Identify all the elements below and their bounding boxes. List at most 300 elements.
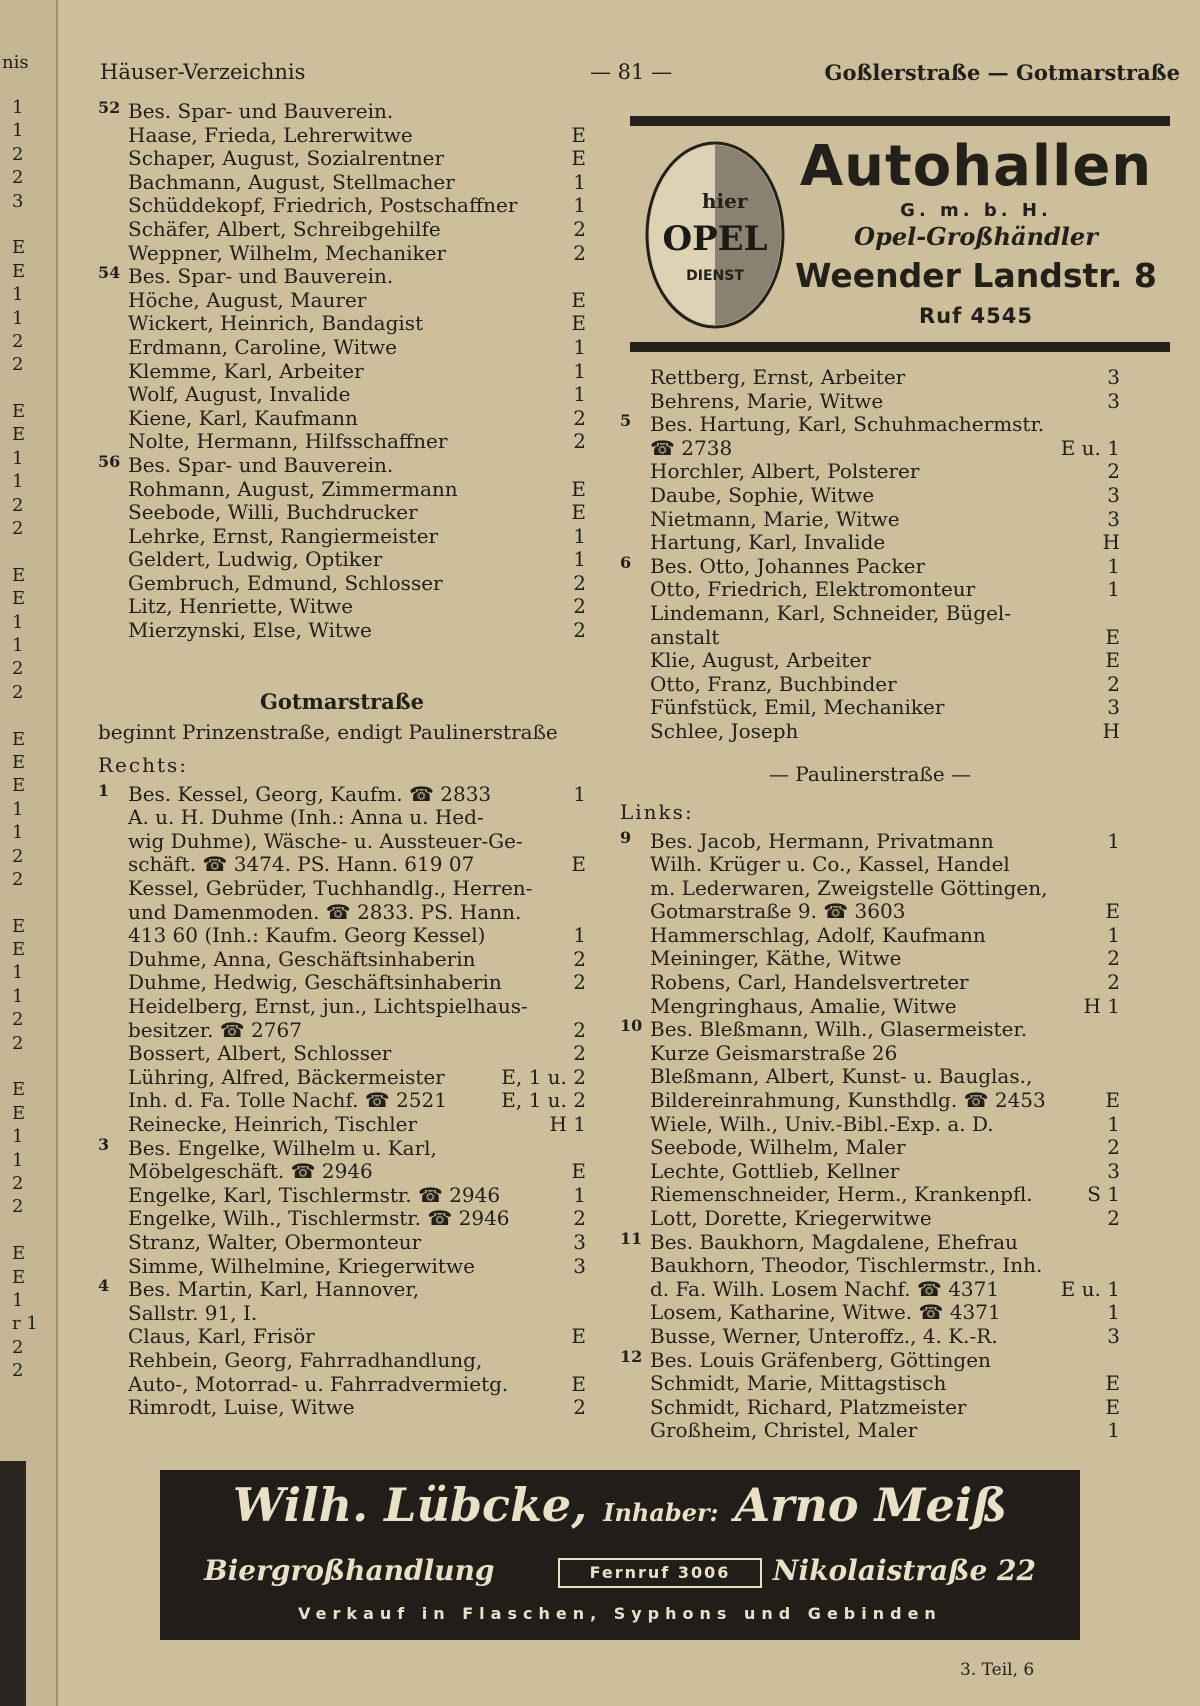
ad-company-name: [160, 1478, 1080, 1532]
resident-text: Gotmarstraße 9. ☎ 3603: [650, 899, 906, 924]
directory-entry: [620, 696, 1120, 720]
directory-entry: [98, 124, 586, 148]
floor-marker: E u. 1: [1060, 435, 1120, 460]
resident-text: Mierzynski, Else, Witwe: [128, 618, 372, 643]
margin-floor-marker: 1: [12, 1126, 24, 1148]
resident-text: Bes. Louis Gräfenberg, Göttingen: [650, 1347, 991, 1372]
left-column: [98, 100, 586, 1420]
margin-floor-marker: E: [12, 401, 26, 423]
floor-marker: 2: [573, 1017, 586, 1042]
resident-text: Horchler, Albert, Polsterer: [650, 459, 920, 484]
floor-marker: 1: [573, 193, 586, 218]
directory-entry: [98, 1325, 586, 1349]
directory-entry: [98, 877, 586, 901]
margin-floor-marker: [12, 1219, 38, 1242]
directory-entry: [98, 1231, 586, 1255]
floor-marker: E: [571, 476, 586, 501]
resident-text: Hartung, Karl, Invalide: [650, 530, 886, 555]
margin-floor-marker: 2: [12, 868, 24, 890]
resident-text: Duhme, Hedwig, Geschäftsinhaberin: [128, 970, 502, 995]
margin-floor-marker: E: [12, 260, 26, 282]
floor-marker: E: [1105, 1088, 1120, 1113]
directory-entry: [620, 924, 1120, 948]
resident-text: m. Lederwaren, Zweigstelle Göttingen,: [650, 875, 1048, 900]
ad-trade: Opel-Großhändler: [854, 222, 1098, 251]
floor-marker: 1: [1107, 1418, 1120, 1443]
directory-entry: [620, 1419, 1120, 1443]
margin-floor-marker: 1: [12, 634, 24, 656]
directory-entry: [98, 1302, 586, 1326]
directory-entry: [98, 336, 586, 360]
directory-entry: [98, 619, 586, 643]
resident-text: Lühring, Alfred, Bäckermeister: [128, 1064, 445, 1089]
directory-entry: [620, 1254, 1120, 1278]
resident-text: Wilh. Krüger u. Co., Kassel, Handel: [650, 852, 1010, 877]
resident-text: Bes. Otto, Johannes Packer: [650, 553, 926, 578]
resident-text: Schmidt, Marie, Mittagstisch: [650, 1371, 947, 1396]
resident-text: Schmidt, Richard, Platzmeister: [650, 1394, 967, 1419]
entries-gotmarstrasse-left: [620, 827, 1120, 1443]
resident-text: Hammerschlag, Adolf, Kaufmann: [650, 922, 986, 947]
resident-text: Bes. Spar- und Bauverein.: [128, 452, 394, 477]
resident-text: Duhme, Anna, Geschäftsinhaberin: [128, 946, 476, 971]
resident-text: anstalt: [650, 624, 720, 649]
directory-entry: [98, 1278, 586, 1302]
ad-address: Weender Landstr. 8: [795, 256, 1157, 295]
margin-floor-marker: [12, 891, 38, 914]
margin-floor-marker: 1: [12, 120, 24, 142]
house-number: 52: [98, 98, 121, 117]
resident-text: A. u. H. Duhme (Inh.: Anna u. Hed-: [128, 805, 484, 830]
margin-floor-marker: E: [12, 1266, 26, 1288]
floor-marker: 1: [573, 169, 586, 194]
floor-marker: 3: [573, 1253, 586, 1278]
floor-marker: E: [571, 1324, 586, 1349]
resident-text: wig Duhme), Wäsche- u. Aussteuer-Ge-: [128, 828, 523, 853]
floor-marker: 2: [573, 1041, 586, 1066]
margin-floor-marker: 2: [12, 845, 24, 867]
margin-floor-marker: 1: [12, 1149, 24, 1171]
resident-text: Inh. d. Fa. Tolle Nachf. ☎ 2521: [128, 1088, 447, 1113]
resident-text: Engelke, Wilh., Tischlermstr. ☎ 2946: [128, 1206, 510, 1231]
resident-text: Bes. Engelke, Wilhelm u. Karl,: [128, 1135, 437, 1160]
house-number: 4: [98, 1276, 110, 1296]
directory-entry: [98, 1255, 586, 1279]
directory-entry: [620, 1301, 1120, 1325]
margin-floor-marker: [12, 704, 38, 727]
directory-entry: [620, 877, 1120, 901]
margin-floor-marker: E: [12, 939, 26, 961]
entries-goslerstrasse: [98, 100, 586, 643]
resident-text: Otto, Franz, Buchbinder: [650, 671, 897, 696]
floor-marker: E: [1105, 899, 1120, 924]
floor-marker: 2: [573, 216, 586, 241]
opel-logo-icon: [640, 138, 790, 332]
autohallen-advertisement: [630, 112, 1170, 356]
directory-entry: [98, 948, 586, 972]
resident-text: d. Fa. Wilh. Losem Nachf. ☎ 4371: [650, 1276, 1000, 1301]
floor-marker: 2: [573, 429, 586, 454]
resident-text: Schüddekopf, Friedrich, Postschaffner: [128, 193, 518, 218]
margin-floor-marker: 1: [12, 822, 24, 844]
side-label-right: Rechts:: [98, 752, 189, 777]
directory-entry: [98, 360, 586, 384]
directory-entry: [98, 194, 586, 218]
margin-floor-column: [12, 96, 38, 1382]
left-page-margin: [0, 0, 58, 1706]
directory-entry: [98, 147, 586, 171]
floor-marker: 2: [573, 570, 586, 595]
house-number: 3: [98, 1134, 110, 1154]
directory-entry: [620, 1018, 1120, 1042]
directory-entry: [620, 649, 1120, 673]
directory-entry: [620, 1325, 1120, 1349]
ad-owner: Arno Meiß: [734, 1478, 1008, 1532]
ad-tagline: Verkauf in Flaschen, Syphons und Gebinden: [298, 1604, 942, 1623]
ad-title: Autohallen: [799, 134, 1153, 199]
margin-floor-marker: 3: [12, 190, 24, 212]
resident-text: Nolte, Hermann, Hilfsschaffner: [128, 429, 448, 454]
directory-entry: [98, 218, 586, 242]
resident-text: Bes. Jacob, Hermann, Privatmann: [650, 828, 994, 853]
floor-marker: E: [571, 311, 586, 336]
floor-marker: 2: [573, 1395, 586, 1420]
directory-entry: [620, 366, 1120, 390]
directory-entry: [620, 531, 1120, 555]
floor-marker: 2: [1107, 970, 1120, 995]
margin-floor-marker: [12, 1055, 38, 1078]
directory-entry: [620, 578, 1120, 602]
floor-marker: 2: [573, 405, 586, 430]
directory-entry: [620, 460, 1120, 484]
directory-entry: [98, 1207, 586, 1231]
directory-entry: [620, 552, 1120, 579]
floor-marker: 1: [573, 923, 586, 948]
directory-entry: [98, 478, 586, 502]
resident-text: Litz, Henriette, Witwe: [128, 594, 354, 619]
floor-marker: 1: [573, 547, 586, 572]
floor-marker: 2: [1107, 671, 1120, 696]
resident-text: Wickert, Heinrich, Bandagist: [128, 311, 424, 336]
resident-text: Weppner, Wilhelm, Mechaniker: [128, 240, 447, 265]
floor-marker: E u. 1: [1060, 1276, 1120, 1301]
resident-text: Bes. Baukhorn, Magdalene, Ehefrau: [650, 1229, 1018, 1254]
margin-floor-marker: r 1: [12, 1313, 38, 1335]
directory-entry: [98, 451, 586, 478]
floor-marker: 2: [1107, 1206, 1120, 1230]
directory-entry: [98, 548, 586, 572]
floor-marker: 1: [1107, 1111, 1120, 1136]
street-heading-gotmar: Gotmarstraße: [259, 688, 425, 714]
directory-entry: [98, 1019, 586, 1043]
resident-text: Otto, Friedrich, Elektromonteur: [650, 577, 976, 602]
resident-text: Bildereinrahmung, Kunsthdlg. ☎ 2453: [650, 1088, 1046, 1113]
resident-text: Robens, Carl, Handelsvertreter: [650, 970, 969, 995]
floor-marker: H 1: [549, 1111, 586, 1136]
directory-entry: [620, 995, 1120, 1019]
margin-floor-marker: 2: [12, 518, 24, 540]
directory-entry: [620, 1396, 1120, 1420]
directory-entry: [98, 1373, 586, 1397]
margin-floor-marker: E: [12, 1079, 26, 1101]
margin-floor-marker: E: [12, 424, 26, 446]
resident-text: Engelke, Karl, Tischlermstr. ☎ 2946: [128, 1182, 501, 1207]
directory-entry: [620, 1372, 1120, 1396]
resident-text: Bleßmann, Albert, Kunst- u. Bauglas.,: [650, 1064, 1033, 1089]
directory-entry: [620, 1136, 1120, 1160]
directory-entry: [98, 265, 586, 289]
luebcke-advertisement: [160, 1470, 1080, 1640]
margin-floor-marker: 1: [12, 798, 24, 820]
floor-marker: E: [1105, 1394, 1120, 1419]
floor-marker: 1: [573, 358, 586, 383]
logo-opel: OPEL: [662, 219, 768, 259]
floor-marker: 1: [1107, 922, 1120, 947]
resident-text: Bes. Kessel, Georg, Kaufm. ☎ 2833: [128, 781, 492, 806]
directory-entry: [98, 780, 586, 807]
directory-entry: [620, 1183, 1120, 1207]
directory-entry: [98, 1089, 586, 1113]
directory-entry: [98, 171, 586, 195]
directory-entry: [98, 312, 586, 336]
resident-text: Reinecke, Heinrich, Tischler: [128, 1111, 418, 1136]
directory-entry: [98, 901, 586, 925]
floor-marker: 1: [1107, 577, 1120, 602]
resident-text: Lott, Dorette, Kriegerwitwe: [650, 1206, 932, 1230]
ad-phone: Ruf 4545: [918, 304, 1033, 328]
directory-entry: [98, 242, 586, 266]
margin-floor-marker: 2: [12, 167, 24, 189]
margin-floor-marker: 1: [12, 1289, 24, 1311]
resident-text: Simme, Wilhelmine, Kriegerwitwe: [128, 1253, 475, 1278]
entries-gotmarstrasse-right: [98, 780, 586, 1420]
directory-entry: [98, 1349, 586, 1373]
directory-entry: [620, 390, 1120, 414]
floor-marker: 2: [573, 618, 586, 643]
house-number: 54: [98, 263, 121, 283]
directory-entry: [620, 1278, 1120, 1302]
ad-rule-bottom: [630, 342, 1170, 352]
margin-floor-marker: E: [12, 751, 26, 773]
resident-text: Losem, Katharine, Witwe. ☎ 4371: [650, 1300, 1001, 1325]
resident-text: Busse, Werner, Unteroffz., 4. K.-R.: [650, 1323, 998, 1348]
resident-text: Auto-, Motorrad- u. Fahrradvermietg.: [128, 1371, 509, 1396]
resident-text: Schaper, August, Sozialrentner: [128, 146, 445, 171]
directory-entry: [620, 827, 1120, 854]
resident-text: Seebode, Wilhelm, Maler: [650, 1135, 906, 1160]
resident-text: Baukhorn, Theodor, Tischlermstr., Inh.: [650, 1253, 1043, 1278]
resident-text: schäft. ☎ 3474. PS. Hann. 619 07: [128, 852, 475, 877]
margin-floor-marker: 1: [12, 97, 24, 118]
resident-text: Klemme, Karl, Arbeiter: [128, 358, 364, 383]
house-number: 12: [620, 1346, 643, 1366]
resident-text: Kiene, Karl, Kaufmann: [128, 405, 358, 430]
floor-marker: H: [1102, 718, 1120, 743]
directory-entry: [620, 626, 1120, 650]
floor-marker: 2: [573, 970, 586, 995]
directory-entry: [620, 900, 1120, 924]
resident-text: Riemenschneider, Herm., Krankenpfl.: [650, 1182, 1033, 1207]
floor-marker: H: [1102, 530, 1120, 555]
resident-text: Rohmann, August, Zimmermann: [128, 476, 458, 501]
cross-street-heading: — Paulinerstraße —: [768, 761, 972, 786]
floor-marker: 2: [1107, 1135, 1120, 1160]
resident-text: Bes. Hartung, Karl, Schuhmachermstr.: [650, 412, 1045, 437]
resident-text: Bachmann, August, Stellmacher: [128, 169, 455, 194]
floor-marker: E: [1105, 624, 1120, 649]
margin-floor-marker: 1: [12, 284, 24, 306]
margin-floor-marker: [12, 540, 38, 563]
floor-marker: 3: [1107, 388, 1120, 413]
resident-text: Bossert, Albert, Schlosser: [128, 1041, 392, 1066]
resident-text: Lechte, Gottlieb, Kellner: [650, 1158, 900, 1183]
margin-floor-marker: 2: [12, 1172, 24, 1194]
page-footer: 3. Teil, 6: [960, 1660, 1035, 1680]
floor-marker: 1: [573, 781, 586, 806]
floor-marker: 1: [1107, 828, 1120, 853]
directory-entry: [98, 595, 586, 619]
resident-text: Schlee, Joseph: [650, 718, 799, 743]
floor-marker: 3: [1107, 365, 1120, 389]
margin-floor-marker: E: [12, 1243, 26, 1265]
directory-entry: [620, 971, 1120, 995]
floor-marker: E, 1 u. 2: [501, 1088, 586, 1113]
directory-entry: [98, 383, 586, 407]
directory-entry: [98, 1134, 586, 1161]
resident-text: Rehbein, Georg, Fahrradhandlung,: [128, 1347, 483, 1372]
margin-floor-marker: 2: [12, 658, 24, 680]
floor-marker: E: [571, 287, 586, 312]
directory-entry: [620, 853, 1120, 877]
resident-text: Sallstr. 91, I.: [128, 1300, 258, 1325]
directory-entry: [620, 1228, 1120, 1255]
resident-text: Bes. Bleßmann, Wilh., Glasermeister.: [650, 1017, 1028, 1042]
margin-floor-marker: 1: [12, 447, 24, 469]
margin-floor-marker: 2: [12, 143, 24, 165]
margin-floor-marker: 2: [12, 1360, 24, 1382]
margin-floor-marker: 2: [12, 1196, 24, 1218]
floor-marker: 1: [1107, 553, 1120, 578]
margin-floor-marker: E: [12, 728, 26, 750]
ad-owner-label: Inhaber:: [603, 1498, 719, 1527]
margin-floor-marker: 2: [12, 1336, 24, 1358]
floor-marker: E: [571, 146, 586, 171]
margin-floor-marker: E: [12, 588, 26, 610]
floor-marker: E, 1 u. 2: [501, 1064, 586, 1089]
street-subtitle: beginnt Prinzenstraße, endigt Paulinerstraße: [98, 719, 558, 744]
directory-entry: [620, 508, 1120, 532]
house-number: 6: [620, 552, 632, 572]
resident-text: Seebode, Willi, Buchdrucker: [128, 500, 418, 525]
resident-text: Möbelgeschäft. ☎ 2946: [128, 1159, 373, 1184]
resident-text: Großheim, Christel, Maler: [650, 1418, 918, 1443]
margin-floor-marker: E: [12, 775, 26, 797]
resident-text: Heidelberg, Ernst, jun., Lichtspielhaus-: [128, 994, 528, 1018]
floor-marker: H 1: [1083, 993, 1120, 1018]
page-number: — 81 —: [590, 60, 673, 84]
margin-floor-marker: 2: [12, 330, 24, 352]
directory-entry: [98, 501, 586, 525]
margin-floor-marker: 2: [12, 1032, 24, 1054]
ad-business: Biergroßhandlung: [204, 1554, 495, 1587]
directory-entry: [620, 673, 1120, 697]
floor-marker: 1: [573, 382, 586, 407]
directory-page: [60, 0, 1200, 1706]
resident-text: Bes. Spar- und Bauverein.: [128, 99, 394, 123]
ad-rule-top: [630, 116, 1170, 126]
resident-text: Lindemann, Karl, Schneider, Bügel-: [650, 600, 1012, 625]
house-number: 11: [620, 1228, 643, 1248]
resident-text: Bes. Martin, Karl, Hannover,: [128, 1277, 420, 1302]
margin-floor-marker: [12, 213, 38, 236]
resident-text: Bes. Spar- und Bauverein.: [128, 264, 394, 289]
book-spine: [0, 1461, 26, 1706]
resident-text: Klie, August, Arbeiter: [650, 648, 871, 673]
margin-floor-marker: 2: [12, 681, 24, 703]
resident-text: Wolf, August, Invalide: [128, 382, 351, 407]
logo-dienst: DIENST: [686, 268, 744, 284]
directory-entry: [98, 1042, 586, 1066]
margin-floor-marker: 1: [12, 307, 24, 329]
entries-gotmarstrasse-cont: [620, 366, 1120, 744]
resident-text: Kurze Geismarstraße 26: [650, 1040, 898, 1065]
ad-street: Nikolaistraße 22: [772, 1554, 1036, 1587]
margin-floor-marker: E: [12, 915, 26, 937]
floor-marker: 3: [1107, 1158, 1120, 1183]
directory-entry: [98, 995, 586, 1019]
floor-marker: E: [571, 500, 586, 525]
directory-entry: [98, 971, 586, 995]
margin-floor-marker: 2: [12, 354, 24, 376]
floor-marker: E: [571, 852, 586, 877]
floor-marker: 1: [573, 334, 586, 359]
house-number: 56: [98, 451, 121, 471]
resident-text: Rimrodt, Luise, Witwe: [128, 1395, 355, 1420]
floor-marker: 2: [573, 594, 586, 619]
directory-entry: [98, 1396, 586, 1420]
directory-entry: [98, 1184, 586, 1208]
directory-entry: [98, 853, 586, 877]
directory-entry: [98, 806, 586, 830]
floor-marker: 2: [573, 1206, 586, 1231]
floor-marker: 1: [573, 523, 586, 548]
directory-entry: [620, 720, 1120, 744]
resident-text: Schäfer, Albert, Schreibgehilfe: [128, 216, 441, 241]
directory-entry: [620, 437, 1120, 461]
floor-marker: 2: [1107, 459, 1120, 484]
directory-entry: [98, 525, 586, 549]
resident-text: 413 60 (Inh.: Kaufm. Georg Kessel): [128, 923, 486, 948]
resident-text: Nietmann, Marie, Witwe: [650, 506, 900, 531]
house-number: 10: [620, 1016, 643, 1036]
floor-marker: E: [1105, 1371, 1120, 1396]
directory-entry: [620, 1065, 1120, 1089]
floor-marker: 1: [1107, 1300, 1120, 1325]
directory-entry: [98, 407, 586, 431]
margin-floor-marker: 2: [12, 1009, 24, 1031]
directory-entry: [620, 484, 1120, 508]
floor-marker: 3: [1107, 506, 1120, 531]
house-number: 9: [620, 827, 632, 847]
resident-text: Gembruch, Edmund, Schlosser: [128, 570, 443, 595]
floor-marker: 3: [1107, 695, 1120, 720]
margin-floor-marker: [12, 377, 38, 400]
floor-marker: E: [571, 1159, 586, 1184]
resident-text: Rettberg, Ernst, Arbeiter: [650, 365, 906, 389]
margin-floor-marker: E: [12, 1102, 26, 1124]
floor-marker: S 1: [1087, 1182, 1120, 1207]
right-column: [620, 366, 1120, 1443]
